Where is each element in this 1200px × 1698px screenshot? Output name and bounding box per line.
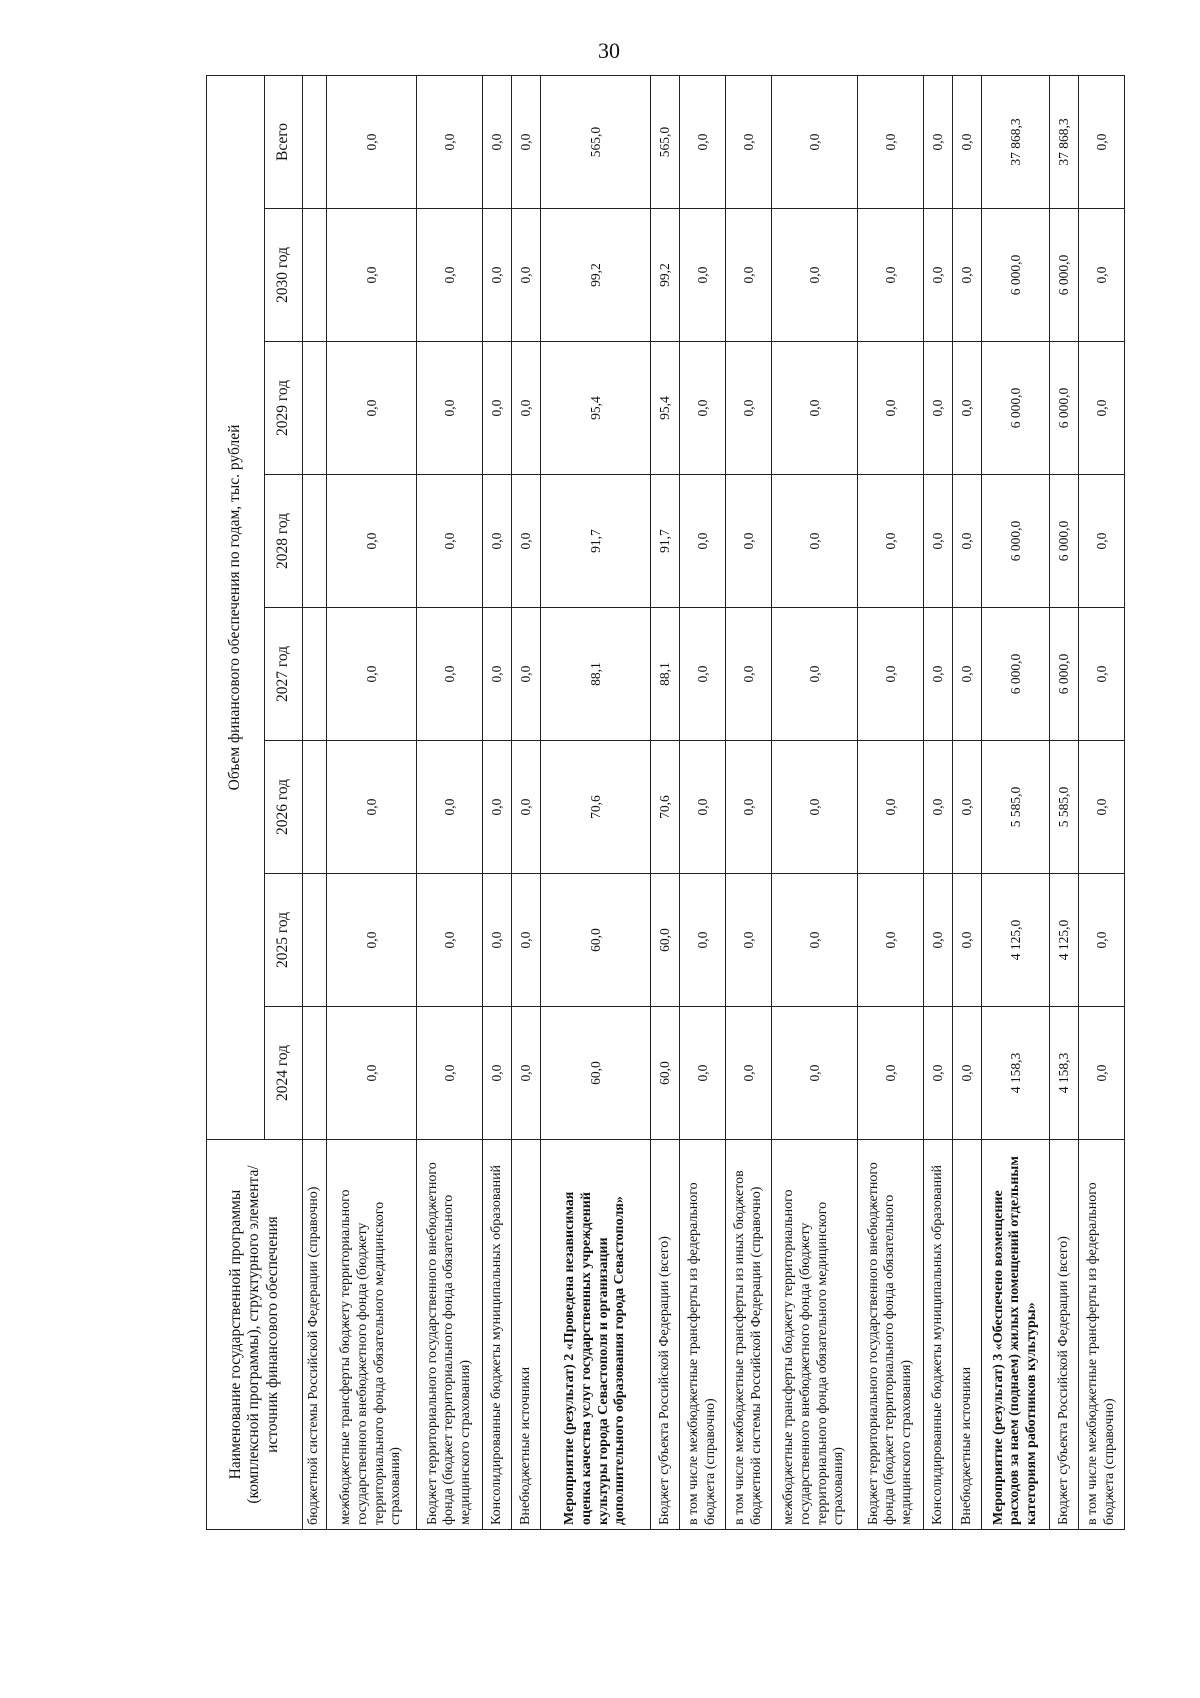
row-name: бюджетной системы Российской Федерации (справочно) xyxy=(303,1140,327,1530)
row-value: 0,0 xyxy=(327,874,417,1007)
row-value: 0,0 xyxy=(924,741,953,874)
row-value: 0,0 xyxy=(858,76,924,209)
row-name: Бюджет территориального государственного внебюджетного фонда (бюджет территориального фонда обязательного медицинского страхования) xyxy=(417,1140,483,1530)
row-value: 0,0 xyxy=(1079,209,1125,342)
row-value: 0,0 xyxy=(680,608,726,741)
row-value: 0,0 xyxy=(417,209,483,342)
row-name: в том числе межбюджетные трансферты из иных бюджетов бюджетной системы Российской Федерации (справочно) xyxy=(726,1140,772,1530)
header-year: 2026 год xyxy=(265,741,303,874)
row-value: 0,0 xyxy=(680,475,726,608)
table-row xyxy=(541,76,651,1530)
row-value: 0,0 xyxy=(417,741,483,874)
row-name: Консолидированные бюджеты муниципальных образований xyxy=(924,1140,953,1530)
row-value: 0,0 xyxy=(1079,1007,1125,1140)
row-value: 0,0 xyxy=(726,76,772,209)
row-value: 0,0 xyxy=(772,608,858,741)
row-value xyxy=(303,76,327,209)
table-row xyxy=(924,76,953,1530)
row-value: 4 125,0 xyxy=(1050,874,1079,1007)
row-value: 91,7 xyxy=(541,475,651,608)
row-value: 0,0 xyxy=(512,209,541,342)
header-year: 2030 год xyxy=(265,209,303,342)
table-row xyxy=(651,76,680,1530)
row-value: 0,0 xyxy=(1079,76,1125,209)
row-value: 0,0 xyxy=(512,475,541,608)
table-body xyxy=(303,76,1125,1530)
row-value: 0,0 xyxy=(327,475,417,608)
row-value: 91,7 xyxy=(651,475,680,608)
row-value: 0,0 xyxy=(726,874,772,1007)
header-name-column: Наименование государственной программы (комплексной программы), структурного элемента/источник финансового обеспечения xyxy=(207,1140,303,1530)
header-year: 2028 год xyxy=(265,475,303,608)
row-value xyxy=(303,608,327,741)
row-name: Мероприятие (результат) 2 «Проведена независимая оценка качества услуг государственных учреждений культуры города Севастополя и организации дополнительного образования города Севастополя» xyxy=(541,1140,651,1530)
row-value: 0,0 xyxy=(772,475,858,608)
row-value: 0,0 xyxy=(726,608,772,741)
row-value: 565,0 xyxy=(541,76,651,209)
row-value: 0,0 xyxy=(417,342,483,475)
row-value: 0,0 xyxy=(772,342,858,475)
row-value: 0,0 xyxy=(483,741,512,874)
row-value: 60,0 xyxy=(651,1007,680,1140)
row-value: 6 000,0 xyxy=(1050,608,1079,741)
row-value: 0,0 xyxy=(483,475,512,608)
row-value: 0,0 xyxy=(953,741,982,874)
row-value: 0,0 xyxy=(924,874,953,1007)
row-value: 60,0 xyxy=(541,1007,651,1140)
table-row xyxy=(1050,76,1079,1530)
table-row xyxy=(1079,76,1125,1530)
row-value: 0,0 xyxy=(924,475,953,608)
row-value: 0,0 xyxy=(512,1007,541,1140)
row-value: 0,0 xyxy=(772,209,858,342)
row-value: 0,0 xyxy=(953,874,982,1007)
row-value: 0,0 xyxy=(327,76,417,209)
row-value: 0,0 xyxy=(512,874,541,1007)
row-value: 0,0 xyxy=(327,1007,417,1140)
row-value: 0,0 xyxy=(417,874,483,1007)
row-name: Мероприятие (результат) 3 «Обеспечено возмещение расходов за наем (поднаем) жилых помещений отдельным категориям работников культуры» xyxy=(982,1140,1050,1530)
row-value: 0,0 xyxy=(726,475,772,608)
table-row xyxy=(726,76,772,1530)
row-value: 0,0 xyxy=(858,209,924,342)
row-value: 60,0 xyxy=(541,874,651,1007)
row-name: межбюджетные трансферты бюджету территориального государственного внебюджетного фонда (бюджету территориального фонда обязательного медицинского страхования) xyxy=(327,1140,417,1530)
row-name: Бюджет субъекта Российской Федерации (всего) xyxy=(651,1140,680,1530)
header-year: 2027 год xyxy=(265,608,303,741)
header-year: 2029 год xyxy=(265,342,303,475)
row-value: 0,0 xyxy=(953,209,982,342)
row-value: 0,0 xyxy=(512,608,541,741)
row-value: 88,1 xyxy=(541,608,651,741)
row-value: 4 125,0 xyxy=(982,874,1050,1007)
row-value: 0,0 xyxy=(327,608,417,741)
header-year: 2025 год xyxy=(265,874,303,1007)
row-value: 0,0 xyxy=(680,1007,726,1140)
row-value: 0,0 xyxy=(483,874,512,1007)
row-value: 0,0 xyxy=(680,76,726,209)
row-value: 0,0 xyxy=(512,741,541,874)
row-value xyxy=(303,1007,327,1140)
row-value: 95,4 xyxy=(651,342,680,475)
row-value: 0,0 xyxy=(924,209,953,342)
row-value: 0,0 xyxy=(680,874,726,1007)
row-value: 0,0 xyxy=(858,874,924,1007)
row-value: 0,0 xyxy=(417,1007,483,1140)
row-value: 0,0 xyxy=(327,741,417,874)
row-value: 0,0 xyxy=(483,1007,512,1140)
row-value: 0,0 xyxy=(772,1007,858,1140)
row-name: межбюджетные трансферты бюджету территориального государственного внебюджетного фонда (бюджету территориального фонда обязательного медицинского страхования) xyxy=(772,1140,858,1530)
row-value: 0,0 xyxy=(417,76,483,209)
row-value: 0,0 xyxy=(924,76,953,209)
row-value: 0,0 xyxy=(417,608,483,741)
row-value: 0,0 xyxy=(953,608,982,741)
financing-table xyxy=(206,75,1125,1530)
table-row xyxy=(772,76,858,1530)
row-value: 0,0 xyxy=(858,1007,924,1140)
row-value: 6 000,0 xyxy=(982,608,1050,741)
header-year: Всего xyxy=(265,76,303,209)
row-value: 4 158,3 xyxy=(982,1007,1050,1140)
row-value: 0,0 xyxy=(772,741,858,874)
page-number: 30 xyxy=(598,38,620,63)
row-value: 0,0 xyxy=(953,76,982,209)
row-value: 37 868,3 xyxy=(1050,76,1079,209)
row-value: 0,0 xyxy=(1079,608,1125,741)
row-value: 6 000,0 xyxy=(982,342,1050,475)
row-value: 0,0 xyxy=(680,209,726,342)
row-value: 37 868,3 xyxy=(982,76,1050,209)
table-row xyxy=(483,76,512,1530)
table-row xyxy=(982,76,1050,1530)
row-value: 0,0 xyxy=(483,76,512,209)
rotated-table-container xyxy=(206,75,1117,1530)
row-name: Бюджет субъекта Российской Федерации (всего) xyxy=(1050,1140,1079,1530)
row-name: Консолидированные бюджеты муниципальных образований xyxy=(483,1140,512,1530)
row-value: 0,0 xyxy=(726,342,772,475)
row-value: 5 585,0 xyxy=(982,741,1050,874)
row-value: 0,0 xyxy=(417,475,483,608)
row-value: 0,0 xyxy=(858,342,924,475)
row-value: 0,0 xyxy=(512,342,541,475)
table-row xyxy=(953,76,982,1530)
row-value: 70,6 xyxy=(541,741,651,874)
row-name: Бюджет территориального государственного внебюджетного фонда (бюджет территориального фонда обязательного медицинского страхования) xyxy=(858,1140,924,1530)
row-value: 0,0 xyxy=(512,76,541,209)
row-value: 0,0 xyxy=(483,342,512,475)
row-value: 0,0 xyxy=(726,209,772,342)
row-value: 6 000,0 xyxy=(982,475,1050,608)
row-value: 4 158,3 xyxy=(1050,1007,1079,1140)
row-value: 70,6 xyxy=(651,741,680,874)
row-value xyxy=(303,874,327,1007)
header-year: 2024 год xyxy=(265,1007,303,1140)
row-value: 99,2 xyxy=(651,209,680,342)
table-row xyxy=(512,76,541,1530)
table-row xyxy=(858,76,924,1530)
row-value: 0,0 xyxy=(953,342,982,475)
row-value: 6 000,0 xyxy=(1050,209,1079,342)
row-value: 0,0 xyxy=(1079,874,1125,1007)
row-value: 0,0 xyxy=(772,76,858,209)
row-value xyxy=(303,475,327,608)
row-value: 88,1 xyxy=(651,608,680,741)
row-value: 0,0 xyxy=(1079,475,1125,608)
table-row xyxy=(303,76,327,1530)
row-value: 0,0 xyxy=(483,209,512,342)
row-value: 0,0 xyxy=(327,342,417,475)
row-value xyxy=(303,342,327,475)
row-value: 0,0 xyxy=(483,608,512,741)
row-value: 0,0 xyxy=(953,1007,982,1140)
row-value: 0,0 xyxy=(858,475,924,608)
row-value: 5 585,0 xyxy=(1050,741,1079,874)
row-value: 0,0 xyxy=(858,608,924,741)
row-name: в том числе межбюджетные трансферты из федерального бюджета (справочно) xyxy=(680,1140,726,1530)
row-value: 6 000,0 xyxy=(982,209,1050,342)
row-value: 99,2 xyxy=(541,209,651,342)
row-value: 0,0 xyxy=(726,741,772,874)
row-name: в том числе межбюджетные трансферты из федерального бюджета (справочно) xyxy=(1079,1140,1125,1530)
row-value: 0,0 xyxy=(953,475,982,608)
row-name: Внебюджетные источники xyxy=(512,1140,541,1530)
table-row xyxy=(417,76,483,1530)
row-value: 6 000,0 xyxy=(1050,342,1079,475)
table-row xyxy=(680,76,726,1530)
row-value: 6 000,0 xyxy=(1050,475,1079,608)
row-value: 565,0 xyxy=(651,76,680,209)
row-value: 0,0 xyxy=(924,342,953,475)
row-value: 0,0 xyxy=(1079,342,1125,475)
row-value xyxy=(303,209,327,342)
row-value: 0,0 xyxy=(924,1007,953,1140)
row-name: Внебюджетные источники xyxy=(953,1140,982,1530)
table-row xyxy=(327,76,417,1530)
row-value: 0,0 xyxy=(680,342,726,475)
row-value xyxy=(303,741,327,874)
row-value: 0,0 xyxy=(726,1007,772,1140)
row-value: 0,0 xyxy=(1079,741,1125,874)
row-value: 0,0 xyxy=(680,741,726,874)
row-value: 0,0 xyxy=(858,741,924,874)
row-value: 0,0 xyxy=(327,209,417,342)
row-value: 95,4 xyxy=(541,342,651,475)
row-value: 0,0 xyxy=(924,608,953,741)
row-value: 60,0 xyxy=(651,874,680,1007)
header-volume: Объем финансового обеспечения по годам, тыс. рублей xyxy=(207,76,265,1140)
row-value: 0,0 xyxy=(772,874,858,1007)
